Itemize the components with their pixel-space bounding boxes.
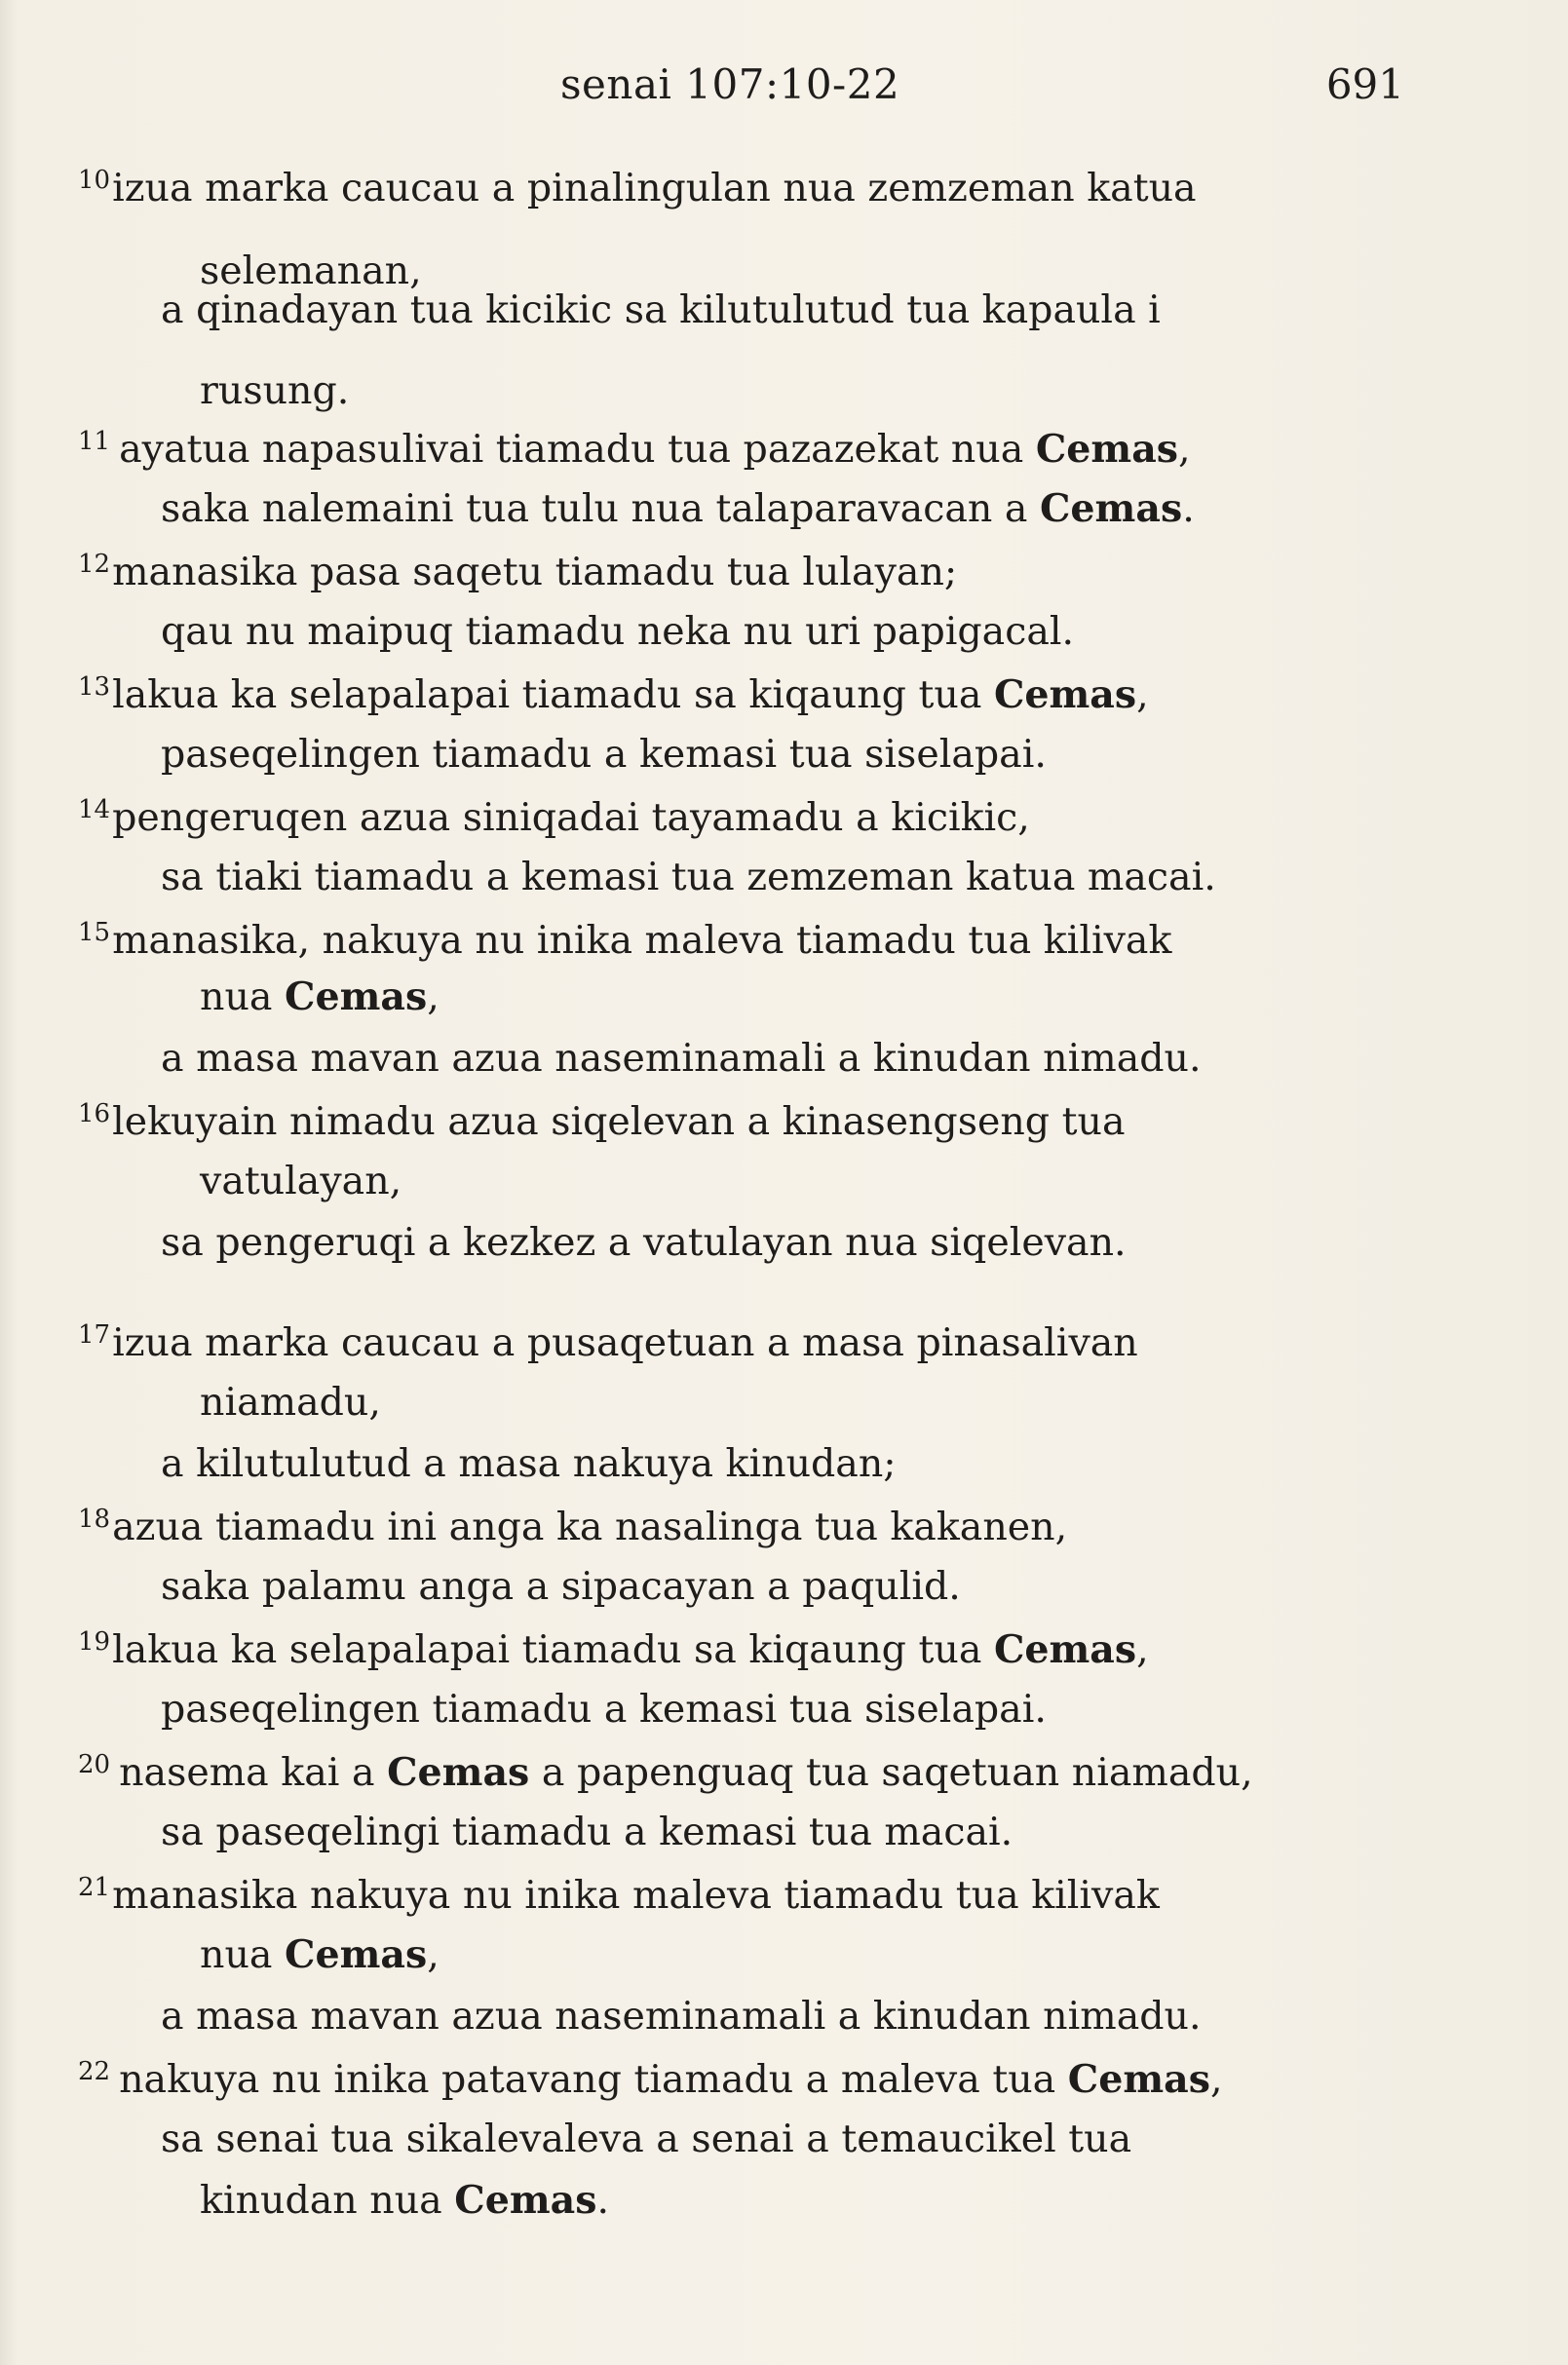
verse-text: , [1178,427,1191,472]
verse-line [200,368,350,413]
verse-line [78,920,1171,961]
verse-line [161,1994,1202,2039]
verse-text: a masa mavan azua naseminamali a kinudan nimadu. [161,1994,1202,2039]
verse-line [78,1322,1138,1363]
divine-name: Cemas [1039,486,1183,531]
divine-name: Cemas [1067,2057,1210,2102]
verse-text: a masa mavan azua naseminamali a kinudan nimadu. [161,1036,1202,1081]
verse-text: lakua ka selapalapai tiamadu sa kiqaung tua [112,1627,994,1672]
verse-line [161,287,1161,332]
verse-line [161,855,1216,899]
verse-line [161,609,1075,654]
verse-text: saka nalemaini tua tulu nua talaparavacan a [161,486,1040,531]
verse-text: nasema kai a [119,1750,388,1795]
divine-name: Cemas [285,974,428,1019]
verse-number: 19 [78,1627,111,1657]
verse-line [200,2178,610,2223]
verse-number: 18 [78,1505,111,1534]
verse-text: , [427,1932,440,1977]
verse-text: a papenguaq tua saqetuan niamadu, [529,1750,1253,1795]
verse-number: 14 [78,795,111,824]
verse-text: , [1136,672,1149,717]
verse-text: nua [200,1932,285,1977]
verse-text: , [1136,1627,1149,1672]
verse-line [78,1101,1126,1142]
verse-text: nakuya nu inika patavang tiamadu a maleva tua [119,2057,1068,2102]
verse-line [161,732,1047,777]
verse-line [78,1629,1149,1670]
verse-number: 16 [78,1099,111,1128]
verse-text: manasika, nakuya nu inika maleva tiamadu tua kilivak [112,918,1172,963]
verse-text: a kilutulutud a masa nakuya kinudan; [161,1441,897,1486]
divine-name: Cemas [454,2178,597,2223]
verse-number: 10 [78,166,111,195]
verse-text: . [596,2178,610,2223]
verse-text: nua [200,974,285,1019]
verse-number: 13 [78,672,111,702]
verse-text: izua marka caucau a pusaqetuan a masa pinasalivan [112,1320,1138,1365]
verse-text: vatulayan, [200,1159,402,1203]
verse-line [78,797,1030,838]
page-header [0,60,1568,119]
verse-text: . [1182,486,1195,531]
running-head: senai 107:10-22 [560,60,900,108]
verse-number: 12 [78,550,111,579]
divine-name: Cemas [993,1627,1137,1672]
verse-line [78,2059,1223,2100]
verse-text: manasika pasa saqetu tiamadu tua lulayan; [112,550,958,594]
verse-line [78,168,1197,209]
verse-text: lekuyain nimadu azua siqelevan a kinasengseng tua [112,1099,1126,1144]
verse-number: 22 [78,2057,111,2086]
verse-text: , [1209,2057,1223,2102]
verse-text: qau nu maipuq tiamadu neka nu uri papigacal. [161,609,1075,654]
verse-number: 11 [78,427,111,456]
verse-line [200,1380,381,1425]
page-number: 691 [1325,60,1404,108]
verse-text: niamadu, [200,1380,381,1425]
divine-name: Cemas [387,1750,530,1795]
verse-line [78,1507,1067,1547]
verse-line [161,2117,1132,2161]
verse-line [78,674,1149,715]
divine-name: Cemas [285,1932,428,1977]
verse-text: saka palamu anga a sipacayan a paqulid. [161,1564,961,1609]
verse-text: manasika nakuya nu inika maleva tiamadu tua kilivak [112,1873,1160,1918]
verse-text: sa pengeruqi a kezkez a vatulayan nua siqelevan. [161,1220,1127,1265]
verse-text: azua tiamadu ini anga ka nasalinga tua kakanen, [112,1505,1068,1549]
verse-line [161,1810,1013,1854]
verse-number: 17 [78,1320,111,1350]
verse-text: sa tiaki tiamadu a kemasi tua zemzeman katua macai. [161,855,1216,899]
verse-text: ayatua napasulivai tiamadu tua pazazekat nua [119,427,1036,472]
verse-line [78,552,957,592]
verse-number: 20 [78,1750,111,1779]
verse-text: izua marka caucau a pinalingulan nua zemzeman katua [112,166,1197,210]
verse-line [200,974,440,1019]
verse-text: paseqelingen tiamadu a kemasi tua siselapai. [161,1687,1047,1732]
verse-text: pengeruqen azua siniqadai tayamadu a kicikic, [112,795,1030,840]
verse-line [200,1932,440,1977]
verse-text: rusung. [200,368,350,413]
verse-line [161,1220,1127,1265]
verse-text: sa senai tua sikalevaleva a senai a temaucikel tua [161,2117,1132,2161]
verse-text: kinudan nua [200,2178,455,2223]
divine-name: Cemas [993,672,1137,717]
verse-text: lakua ka selapalapai tiamadu sa kiqaung tua [112,672,994,717]
verse-number: 15 [78,918,111,947]
verse-line [161,1687,1047,1732]
verse-text: paseqelingen tiamadu a kemasi tua siselapai. [161,732,1047,777]
verse-line [161,1564,961,1609]
divine-name: Cemas [1035,427,1179,472]
verse-number: 21 [78,1873,111,1902]
verse-line [78,1875,1160,1916]
verse-line [78,429,1191,470]
verse-text: a qinadayan tua kicikic sa kilutulutud tua kapaula i [161,287,1161,332]
verse-line [161,1441,897,1486]
verse-text: , [427,974,440,1019]
verse-text: sa paseqelingi tiamadu a kemasi tua macai. [161,1810,1013,1854]
verse-line [200,1159,402,1203]
verse-line [78,1752,1253,1793]
verse-line [200,248,422,293]
verse-text: selemanan, [200,248,422,293]
verse-line [161,1036,1202,1081]
verse-line [161,486,1195,531]
